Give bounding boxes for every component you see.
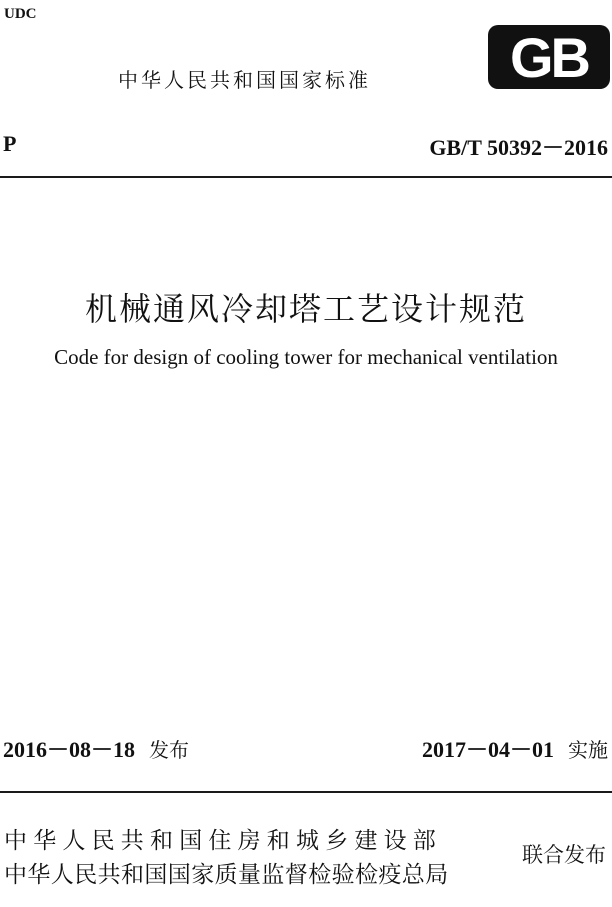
gb-logo-icon bbox=[488, 25, 610, 89]
svg-text:GB: GB bbox=[510, 26, 588, 89]
national-standard-label: 中华人民共和国国家标准 bbox=[118, 68, 371, 92]
issuer-ministry-housing: 中华人民共和国住房和城乡建设部 bbox=[4, 828, 442, 854]
issuer-aqsiq: 中华人民共和国国家质量监督检验检疫总局 bbox=[4, 862, 449, 888]
classification-code: P bbox=[3, 131, 17, 156]
issue-date: 2016－08－18 bbox=[3, 737, 136, 762]
joint-issue-label: 联合发布 bbox=[522, 843, 606, 867]
title-chinese: 机械通风冷却塔工艺设计规范 bbox=[84, 290, 527, 328]
title-english: Code for design of cooling tower for mechanical ventilation bbox=[54, 345, 558, 369]
implement-date: 2017－04－01 bbox=[421, 737, 554, 762]
issue-date-block bbox=[3, 733, 189, 764]
implement-label: 实施 bbox=[568, 738, 608, 762]
issue-label: 发布 bbox=[149, 738, 190, 762]
udc-label: UDC bbox=[4, 6, 37, 22]
top-divider bbox=[0, 176, 612, 178]
implement-date-block bbox=[422, 733, 608, 764]
bottom-divider bbox=[0, 791, 612, 793]
standard-number: GB/T 50392－2016 bbox=[429, 135, 608, 160]
